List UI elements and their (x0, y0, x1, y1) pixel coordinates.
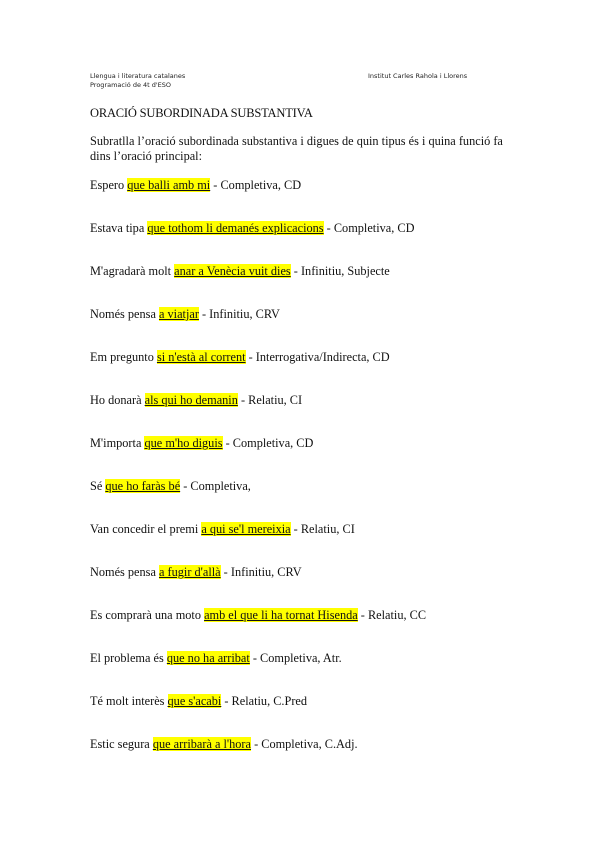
sentence-analysis: - Infinitiu, CRV (198, 307, 280, 321)
sentence-main: M'agradarà molt (90, 264, 175, 278)
subordinate-clause: que ho faràs bé (105, 479, 181, 493)
subordinate-clause: que tothom li demanés explicacions (147, 221, 324, 235)
sentence-row (90, 607, 426, 623)
sentence-main: Es comprarà una moto (90, 608, 205, 622)
sentence-main: Sé (90, 479, 106, 493)
subordinate-clause: a qui se'l mereixia (201, 522, 291, 536)
sentence-main: Només pensa (90, 307, 159, 321)
sentence-row (90, 220, 414, 236)
subordinate-clause: anar a Venècia vuit dies (174, 264, 291, 278)
subordinate-clause: si n'està al corrent (156, 350, 246, 364)
sentence-main: Van concedir el premi (90, 522, 202, 536)
subordinate-clause: als qui ho demanin (144, 393, 238, 407)
header-school: Institut Carles Rahola i Llorens (368, 72, 468, 80)
subordinate-clause: a viatjar (158, 307, 199, 321)
sentence-row (90, 263, 390, 279)
sentence-row (90, 349, 390, 365)
sentence-main: Ho donarà (90, 393, 145, 407)
page-header (90, 72, 510, 90)
sentence-main: Té molt interès (90, 694, 168, 708)
subordinate-clause: que balli amb mi (127, 178, 211, 192)
sentence-analysis: - Relatiu, CI (237, 393, 303, 407)
sentence-row (90, 435, 313, 451)
sentence-main: M'importa (90, 436, 145, 450)
sentence-row (90, 392, 302, 408)
sentence-row (90, 306, 280, 322)
sentence-analysis: - Completiva, C.Adj. (251, 737, 358, 751)
subordinate-clause: que m'ho diguis (144, 436, 223, 450)
header-course: Programació de 4t d'ESO (90, 81, 172, 89)
document-title: ORACIÓ SUBORDINADA SUBSTANTIVA (90, 106, 313, 120)
sentence-row (90, 736, 358, 752)
sentence-analysis: - Infinitiu, Subjecte (290, 264, 390, 278)
sentence-main: El problema és (90, 651, 167, 665)
sentence-main: Estava tipa (90, 221, 148, 235)
sentence-main: Espero (90, 178, 128, 192)
sentence-analysis: - Completiva, Atr. (249, 651, 342, 665)
sentence-row (90, 478, 251, 494)
sentence-row (90, 521, 355, 537)
header-subject: Llengua i literatura catalanes (90, 72, 186, 80)
sentence-analysis: - Completiva, (180, 479, 251, 493)
sentence-main: Estic segura (90, 737, 153, 751)
subordinate-clause: a fugir d'allà (158, 565, 221, 579)
sentence-analysis: - Relatiu, CI (290, 522, 355, 536)
sentence-analysis: - Infinitiu, CRV (220, 565, 302, 579)
sentence-row (90, 177, 301, 193)
sentence-analysis: - Relatiu, C.Pred (221, 694, 308, 708)
sentence-analysis: - Completiva, CD (323, 221, 415, 235)
sentence-row (90, 693, 307, 709)
subordinate-clause: que arribarà a l'hora (152, 737, 251, 751)
sentence-main: Em pregunto (90, 350, 157, 364)
sentence-analysis: - Completiva, CD (222, 436, 314, 450)
subordinate-clause: que no ha arribat (166, 651, 250, 665)
sentence-row (90, 564, 302, 580)
sentence-row (90, 650, 342, 666)
sentence-analysis: - Completiva, CD (210, 178, 302, 192)
sentence-analysis: - Interrogativa/Indirecta, CD (245, 350, 390, 364)
subordinate-clause: que s'acabi (167, 694, 222, 708)
instructions: Subratlla l’oració subordinada substantiva i digues de quin tipus és i quina funció fa dins l’oració principal: (90, 134, 503, 163)
sentence-main: Només pensa (90, 565, 159, 579)
subordinate-clause: amb el que li ha tornat Hisenda (204, 608, 358, 622)
sentence-analysis: - Relatiu, CC (357, 608, 427, 622)
